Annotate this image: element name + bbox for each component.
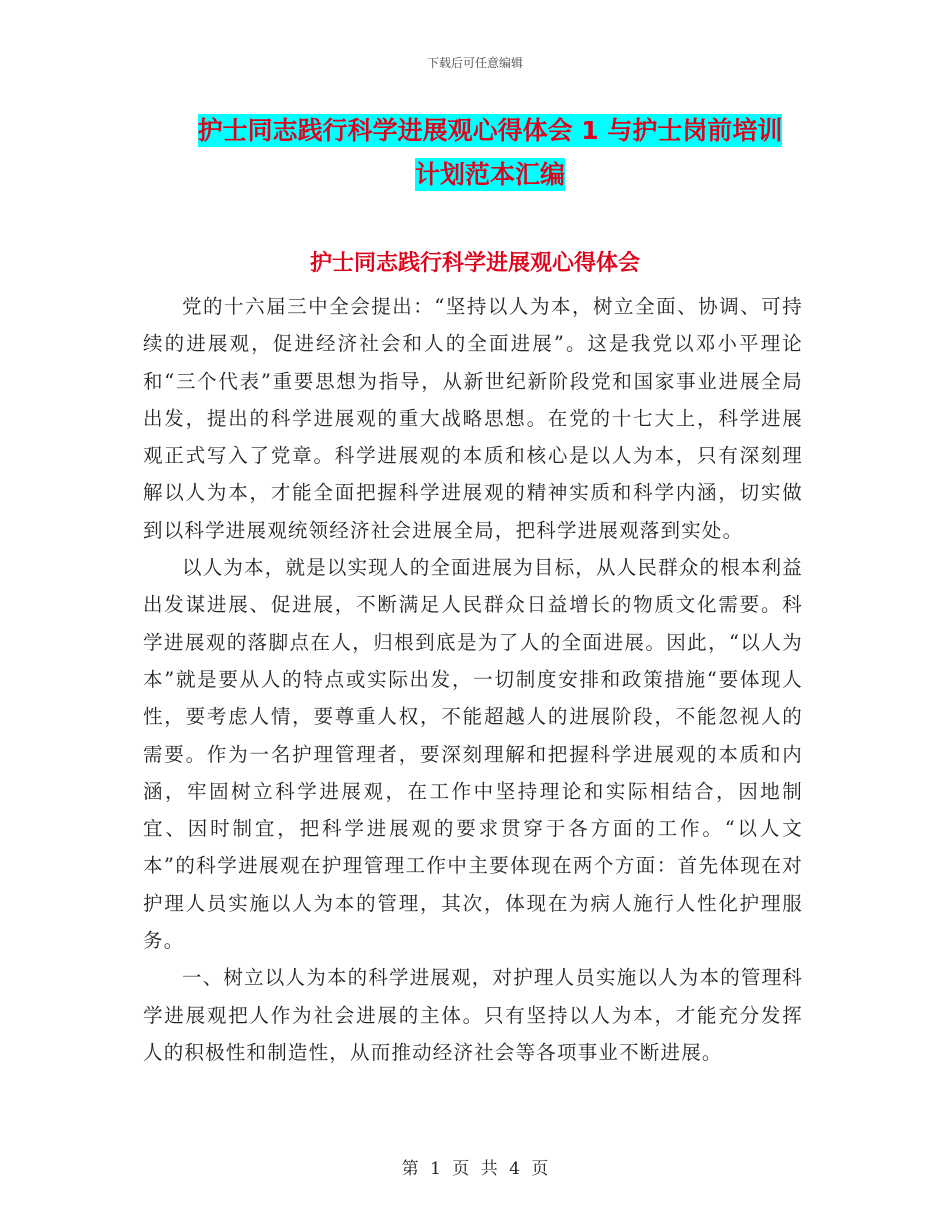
document-title-line-2 (140, 156, 840, 194)
paragraph-2: 以人为本，就是以实现人的全面进展为目标，从人民群众的根本利益出发谋进展、促进展，不断满足人民群众日益增长的物质文化需要。科学进展观的落脚点在人，归根到底是为了人的全面进展。因此，“以人为本”就是要从人的特点或实际出发，一切制度安排和政策措施“要体现人性，要考虑人情，要尊重人权，不能超越人的进展阶段，不能忽视人的需要。作为一名护理管理者，要深刻理解和把握科学进展观的本质和内涵，牢固树立科学进展观，在工作中坚持理论和实际相结合，因地制宜、因时制宜，把科学进展观的要求贯穿于各方面的工作。“以人文本”的科学进展观在护理管理工作中主要体现在两个方面：首先体现在对护理人员实施以人为本的管理，其次，体现在为病人施行人性化护理服务。 (143, 556, 804, 953)
paragraph-3: 一、树立以人为本的科学进展观，对护理人员实施以人为本的管理科学进展观把人作为社会进展的主体。只有坚持以人为本，才能充分发挥人的积极性和制造性，从而推动经济社会等各项事业不断进展。 (143, 966, 804, 1064)
title-highlight-2: 计划范本汇编 (414, 160, 565, 189)
section-title: 护士同志践行科学进展观心得体会 (309, 251, 640, 276)
page-footer: 第 1 页 共 4 页 (401, 1159, 549, 1179)
document-title-line-1 (140, 112, 840, 150)
document-body (143, 288, 803, 1071)
paragraph-1: 党的十六届三中全会提出：“坚持以人为本，树立全面、协调、可持续的进展观，促进经济社会和人的全面进展”。这是我党以邓小平理论和“三个代表”重要思想为指导，从新世纪新阶段党和国家事业进展全局出发，提出的科学进展观的重大战略思想。在党的十七大上，科学进展观正式写入了党章。科学进展观的本质和核心是以人为本，只有深刻理解以人为本，才能全面把握科学进展观的精神实质和科学内涵，切实做到以科学进展观统领经济社会进展全局，把科学进展观落到实处。 (143, 295, 803, 542)
title-highlight-1: 护士同志践行科学进展观心得体会 1 与护士岗前培训 (197, 116, 783, 145)
page-header-note: 下载后可任意编辑 (426, 56, 523, 70)
